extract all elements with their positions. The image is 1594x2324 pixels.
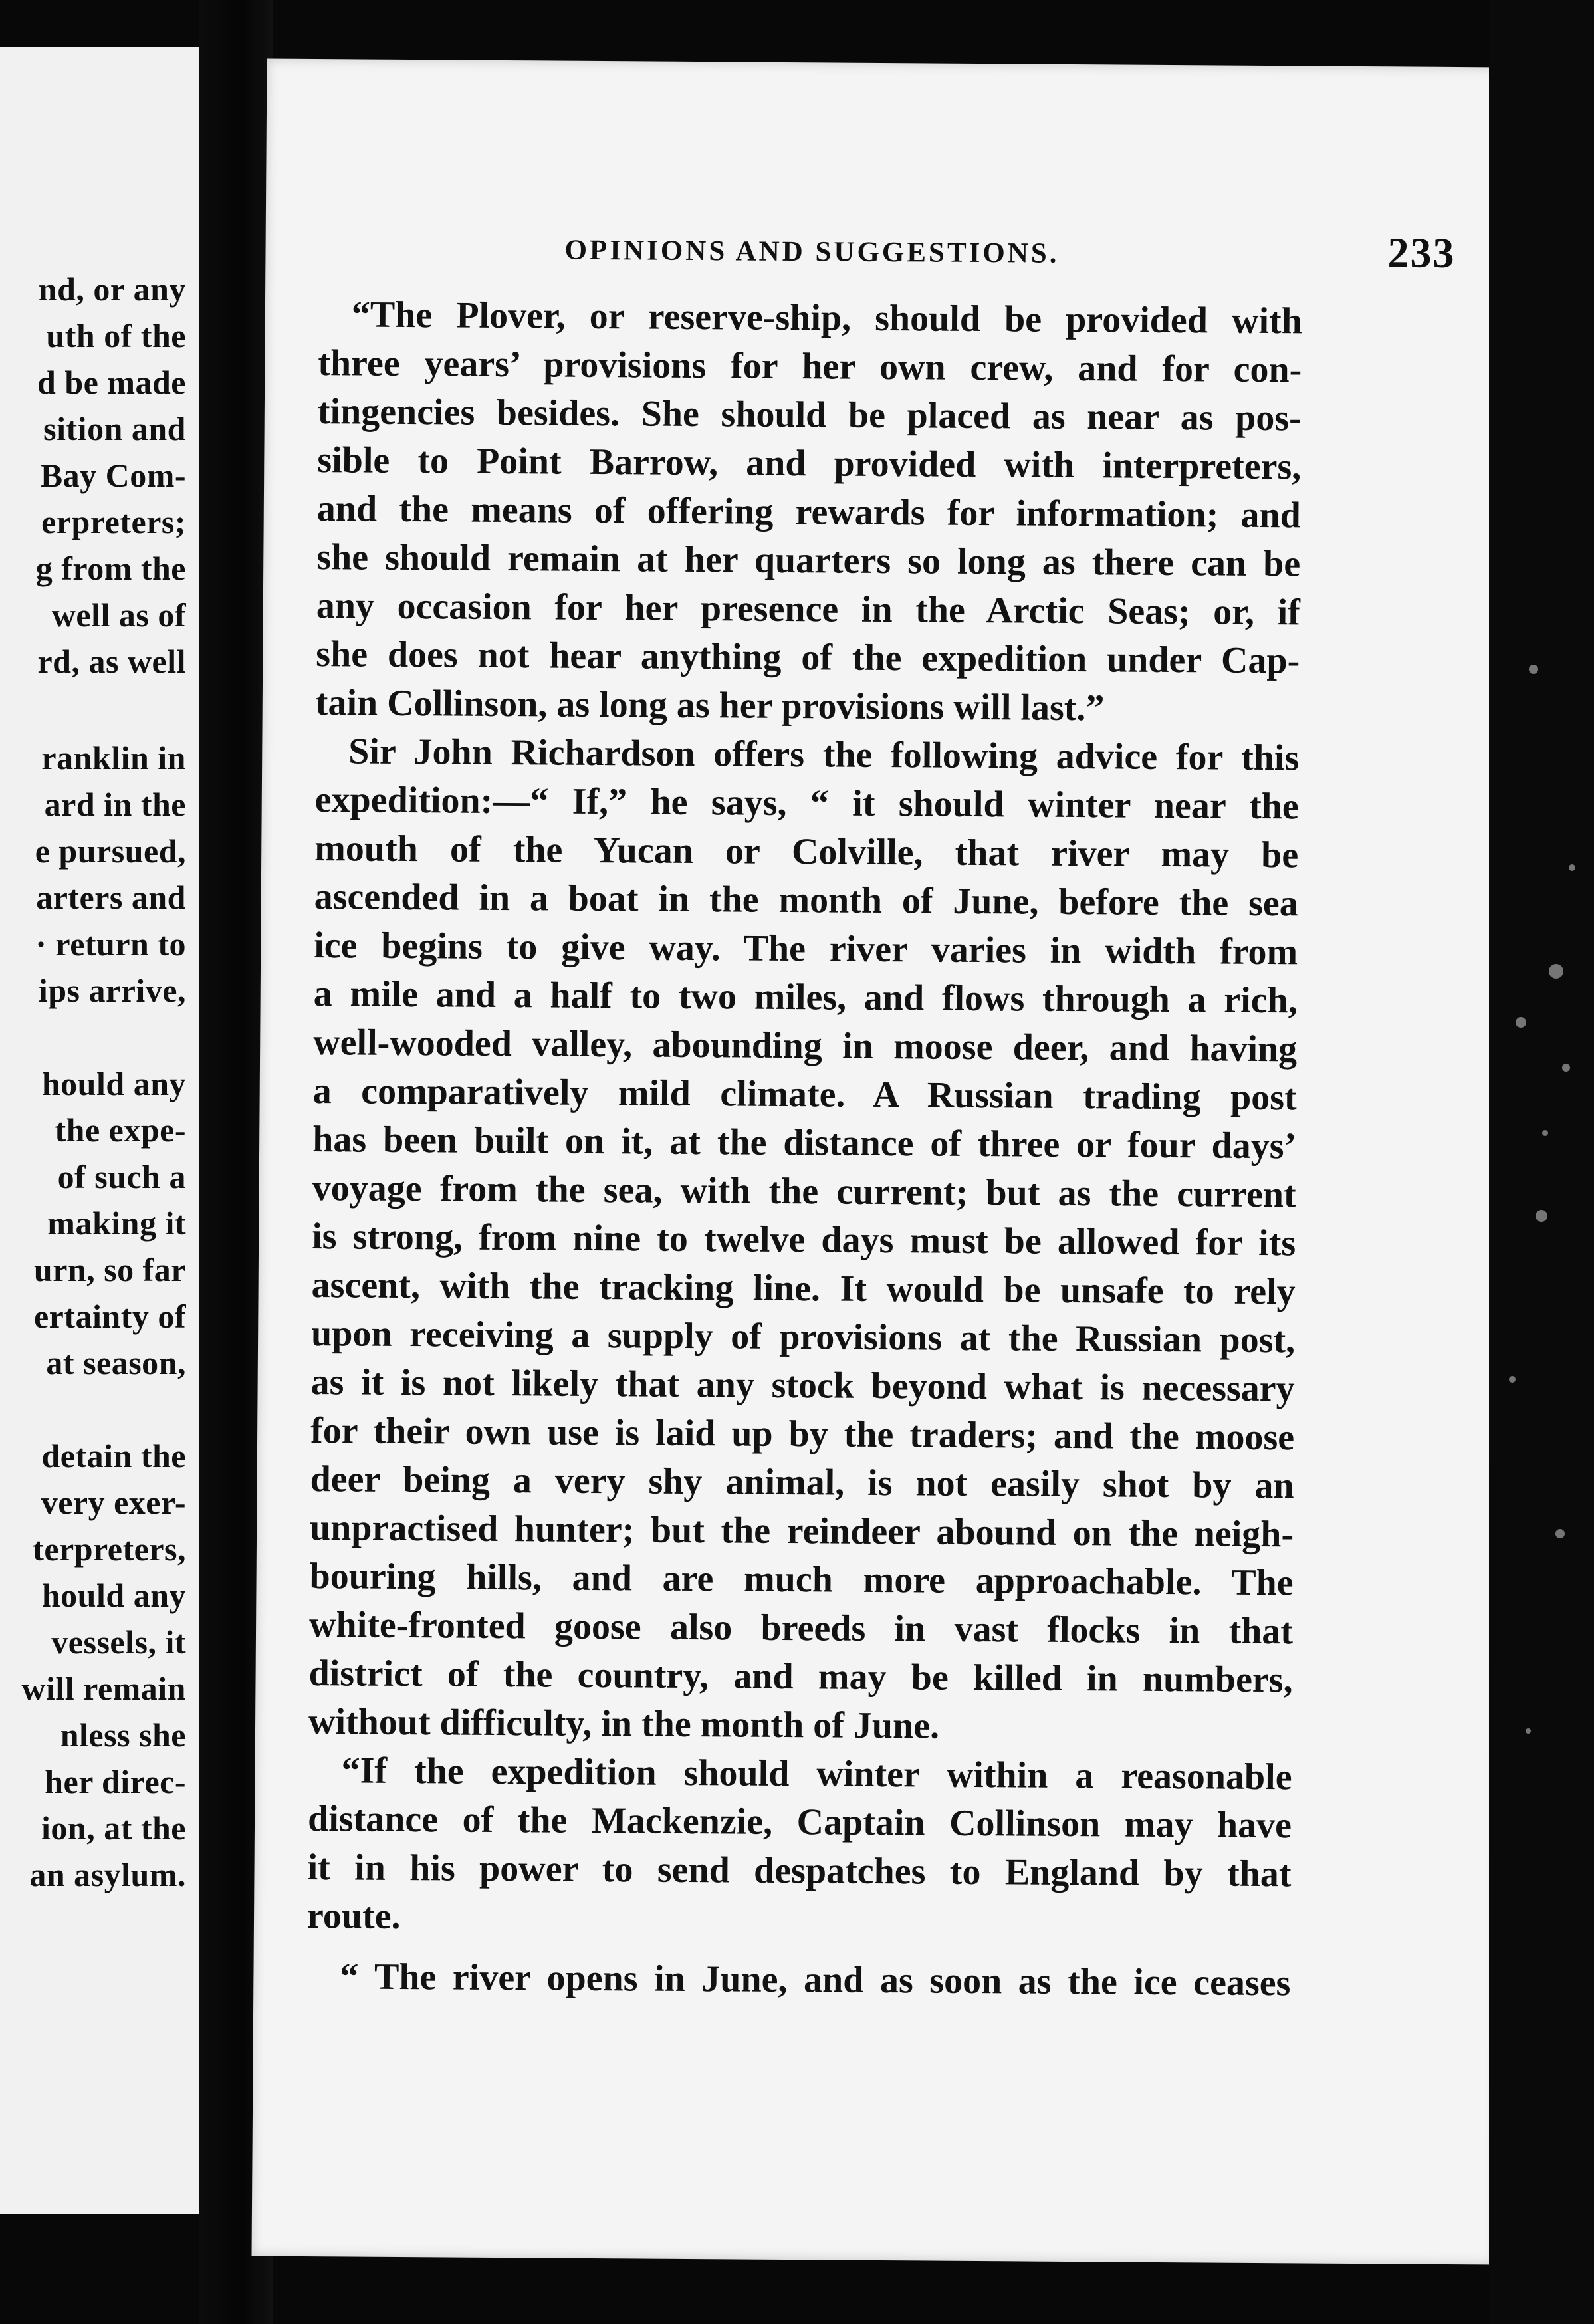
body-text-line: as it is not likely that any stock beyond what is necessary xyxy=(310,1361,1295,1410)
body-text-line: well-wooded valley, abounding in moose deer, and having xyxy=(313,1022,1298,1070)
speckle-mark xyxy=(1555,1529,1565,1538)
left-page-line: ips arrive, xyxy=(38,972,186,1009)
left-page-line: very exer- xyxy=(41,1484,186,1521)
left-page-line: urn, so far xyxy=(33,1251,186,1288)
book-page xyxy=(251,59,1510,2265)
body-text-line: has been built on it, at the distance of three or four days’ xyxy=(312,1119,1297,1167)
left-page-line: nd, or any xyxy=(38,271,186,308)
left-page-line: well as of xyxy=(51,596,186,634)
body-text xyxy=(265,292,1508,2004)
left-page-line: · return to xyxy=(35,925,186,963)
left-page-line: ion, at the xyxy=(41,1809,186,1847)
body-text-line: a comparatively mild climate. A Russian trading post xyxy=(312,1070,1297,1119)
left-page-line: ranklin in xyxy=(41,739,186,776)
body-text-line: upon receiving a supply of provisions at the Russian post, xyxy=(310,1313,1296,1361)
body-text-line: mouth of the Yucan or Colville, that river may be xyxy=(314,828,1299,876)
left-page-line: an asylum. xyxy=(29,1856,186,1893)
left-page-line: her direc- xyxy=(45,1763,186,1800)
body-text-line: tingencies besides. She should be placed as near as pos- xyxy=(317,391,1302,439)
left-page-line: at season, xyxy=(46,1344,186,1381)
speckle-mark xyxy=(1542,1130,1548,1136)
body-text-line: Sir John Richardson offers the following advice for this xyxy=(348,731,1300,779)
body-text-line: and the means of offering rewards for information; and xyxy=(316,488,1302,536)
body-text-line: is strong, from nine to twelve days must be allowed for its xyxy=(311,1216,1296,1264)
body-text-line: ascent, with the tracking line. It would be unsafe to rely xyxy=(311,1264,1296,1313)
left-page-line: detain the xyxy=(41,1437,186,1474)
left-page-line: of such a xyxy=(57,1158,186,1195)
body-text-line: “The Plover, or reserve-ship, should be provided with xyxy=(351,294,1303,342)
speckle-mark xyxy=(1516,1017,1526,1028)
left-page-line: ard in the xyxy=(44,786,186,823)
speckle-mark xyxy=(1529,665,1538,674)
left-page-line: will remain xyxy=(21,1670,186,1707)
body-text-line: it in his power to send despatches to England by that xyxy=(307,1847,1292,1895)
left-page-line: g from the xyxy=(35,550,186,587)
body-text-line: for their own use is laid up by the traders; and the moose xyxy=(310,1410,1295,1458)
speckle-mark xyxy=(1536,1210,1547,1222)
speckle-mark xyxy=(1562,1064,1570,1072)
body-text-line: white-fronted goose also breeds in vast flocks in that xyxy=(308,1604,1294,1653)
body-text-line: she should remain at her quarters so long as there can be xyxy=(316,536,1301,585)
body-text-line: “ The river opens in June, and as soon as the ice ceases xyxy=(340,1956,1291,2004)
left-page-line: uth of the xyxy=(46,317,186,354)
left-page-line: making it xyxy=(47,1205,186,1242)
left-page-line: arters and xyxy=(36,879,186,916)
body-text-line: unpractised hunter; but the reindeer abound on the neigh- xyxy=(309,1507,1294,1556)
left-page-line: erpreters; xyxy=(41,503,186,540)
body-text-line: a mile and a half to two miles, and flows through a rich, xyxy=(313,973,1298,1022)
body-text-line: distance of the Mackenzie, Captain Collinson may have xyxy=(307,1798,1292,1847)
body-text-line: any occasion for her presence in the Arctic Seas; or, if xyxy=(316,585,1300,634)
left-page-line: nless she xyxy=(60,1716,186,1754)
body-text-line: sible to Point Barrow, and provided with interpreters, xyxy=(317,439,1302,488)
body-text-line: route. xyxy=(306,1895,401,1937)
body-text-line: ascended in a boat in the month of June, before the sea xyxy=(314,876,1298,925)
left-page-line: rd, as well xyxy=(37,643,186,680)
left-page-line: ertainty of xyxy=(33,1298,186,1335)
body-text-line: ice begins to give way. The river varies in width from xyxy=(314,925,1298,973)
body-text-line: three years’ provisions for her own crew, and for con- xyxy=(318,342,1302,391)
body-text-line: bouring hills, and are much more approachable. The xyxy=(309,1556,1294,1604)
left-page-line: Bay Com- xyxy=(40,457,186,494)
speckle-mark xyxy=(1569,864,1575,871)
speckle-mark xyxy=(1549,964,1563,979)
page-edge-shadow xyxy=(1489,0,1594,2324)
body-text-line: she does not hear anything of the expedition under Cap- xyxy=(316,634,1300,682)
left-page-line: e pursued, xyxy=(35,832,186,870)
left-facing-page xyxy=(0,47,217,2214)
left-page-line: terpreters, xyxy=(33,1530,186,1568)
body-text-line: “If the expedition should winter within a reasonable xyxy=(341,1750,1292,1798)
body-text-line: expedition:—“ If,” he says, “ it should winter near the xyxy=(314,779,1299,828)
left-page-line: hould any xyxy=(41,1577,186,1614)
left-page-line: the expe- xyxy=(55,1111,186,1149)
page-number: 233 xyxy=(1387,229,1456,277)
left-page-line: hould any xyxy=(41,1065,186,1102)
left-page-line: d be made xyxy=(37,364,186,401)
body-text-line: deer being a very shy animal, is not easily shot by an xyxy=(310,1458,1294,1507)
body-text-line: without difficulty, in the month of June. xyxy=(308,1701,940,1747)
left-page-line: vessels, it xyxy=(51,1623,186,1661)
running-head: OPINIONS AND SUGGESTIONS. xyxy=(564,234,1060,269)
speckle-mark xyxy=(1526,1728,1531,1734)
body-text-line: district of the country, and may be killed in numbers, xyxy=(308,1653,1293,1701)
left-page-line: sition and xyxy=(43,410,186,447)
body-text-line: tain Collinson, as long as her provisions will last.” xyxy=(315,682,1105,729)
body-text-line: voyage from the sea, with the current; but as the current xyxy=(312,1167,1296,1216)
speckle-mark xyxy=(1509,1376,1516,1383)
